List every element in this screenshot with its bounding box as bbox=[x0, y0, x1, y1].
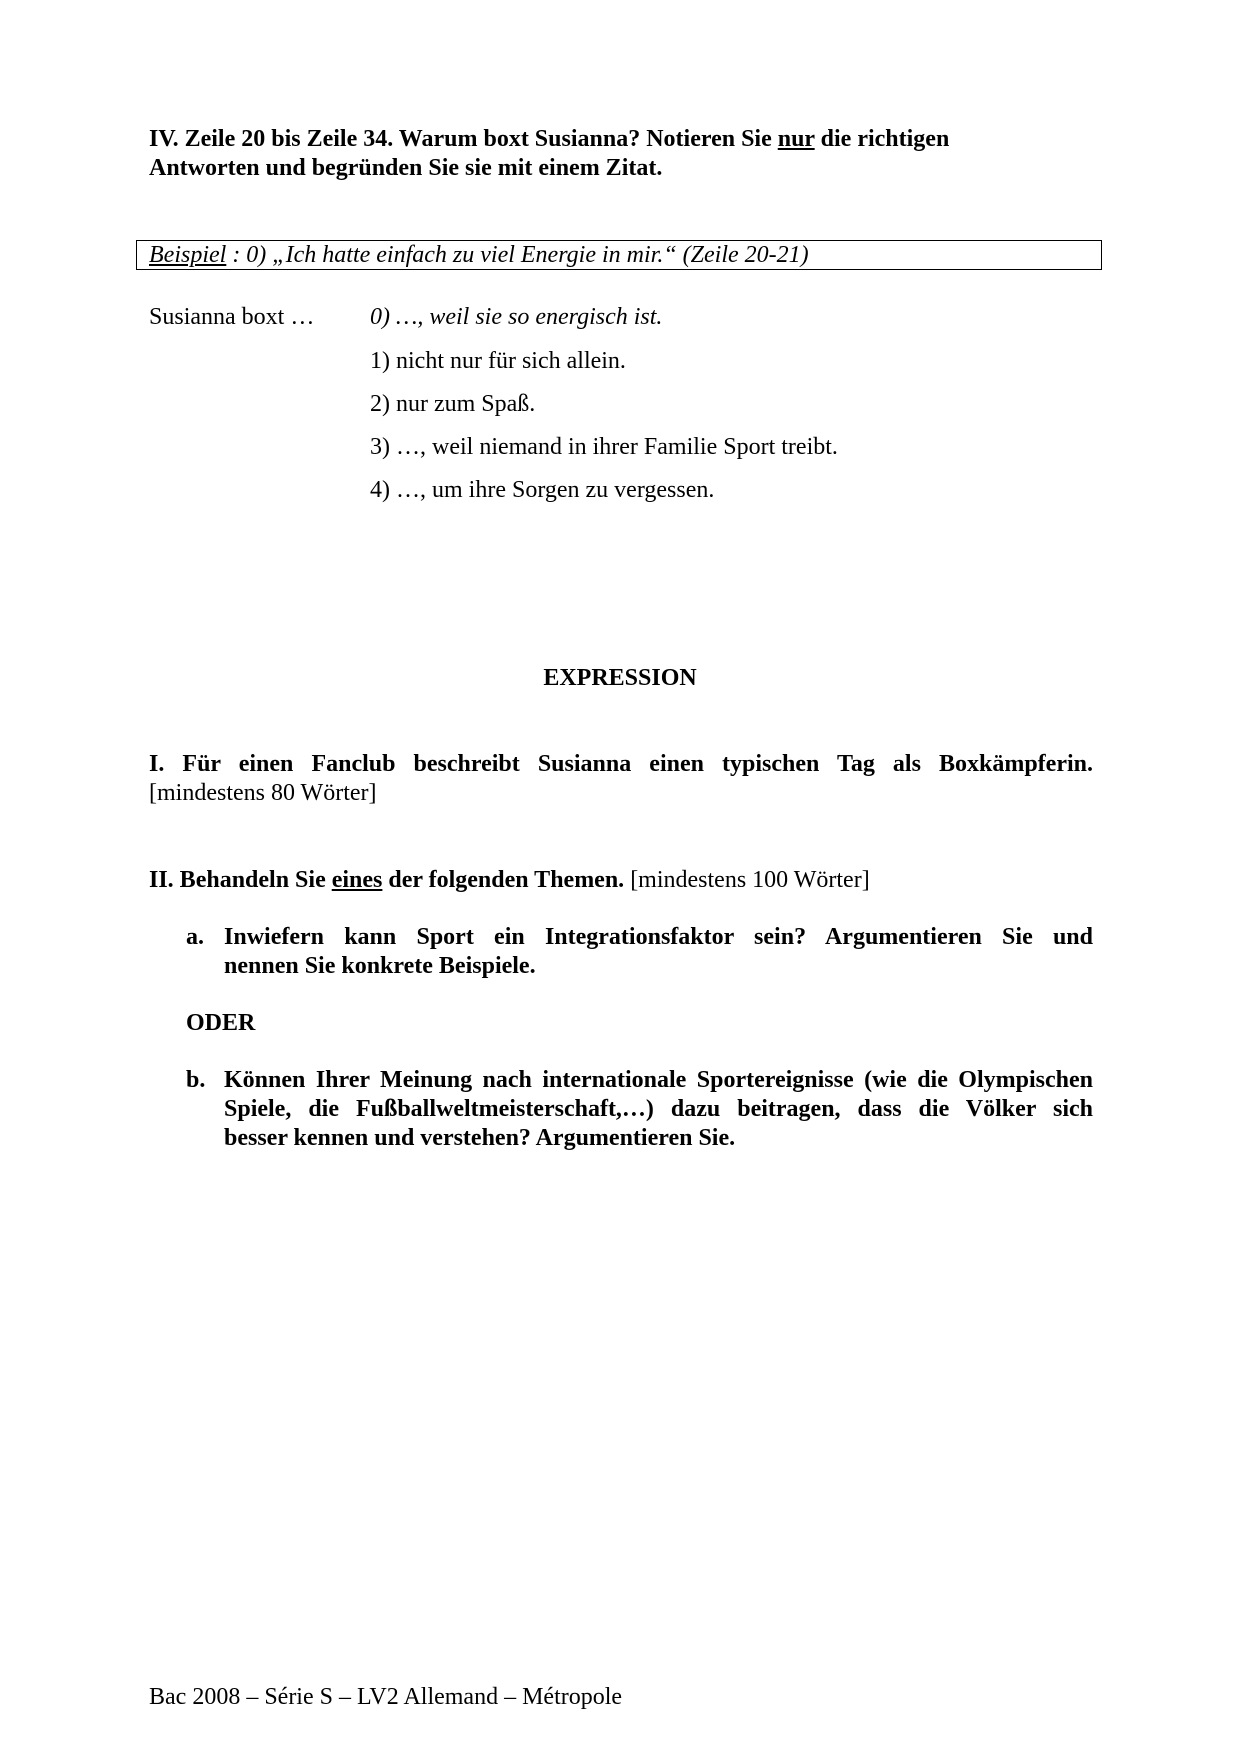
answer-stem: Susianna boxt … bbox=[149, 304, 315, 330]
topic-a-label: a. bbox=[186, 924, 204, 950]
task-2-emphasis: eines bbox=[331, 867, 383, 893]
answer-item-2: 2) nur zum Spaß. bbox=[370, 391, 536, 417]
topic-a-line-2: nennen Sie konkrete Beispiele. bbox=[224, 953, 536, 979]
answer-item-0: 0) …, weil sie so energisch ist. bbox=[370, 304, 663, 330]
question-iv-emphasis: nur bbox=[777, 126, 815, 152]
question-iv-text-b: die richtigen bbox=[814, 126, 950, 152]
page-footer: Bac 2008 – Série S – LV2 Allemand – Métropole bbox=[149, 1684, 623, 1710]
task-2-prompt-b: der folgenden Themen. bbox=[382, 867, 625, 893]
example-box bbox=[136, 240, 1102, 270]
topic-a-line-1: Inwiefern kann Sport ein Integrationsfaktor sein? Argumentieren Sie und bbox=[224, 924, 1093, 950]
question-iv-text-a: IV. Zeile 20 bis Zeile 34. Warum boxt Susianna? Notieren Sie bbox=[149, 126, 778, 152]
task-1-word-count: [mindestens 80 Wörter] bbox=[149, 780, 377, 806]
task-2-word-count: [mindestens 100 Wörter] bbox=[624, 867, 870, 893]
expression-heading: EXPRESSION bbox=[543, 665, 697, 691]
task-1-prompt: I. Für einen Fanclub beschreibt Susianna einen typischen Tag als Boxkämpferin. bbox=[149, 751, 1093, 777]
oder-separator: ODER bbox=[186, 1010, 256, 1036]
expression-task-1 bbox=[149, 750, 1093, 808]
question-iv bbox=[149, 125, 1109, 183]
topic-b-line-2: Spiele, die Fußballweltmeisterschaft,…) dazu beitragen, dass die Völker sich bbox=[224, 1096, 1093, 1122]
answer-item-3: 3) …, weil niemand in ihrer Familie Sport treibt. bbox=[370, 434, 838, 460]
example-text: : 0) „Ich hatte einfach zu viel Energie in mir.“ (Zeile 20-21) bbox=[226, 242, 809, 268]
topic-b-line-1: Können Ihrer Meinung nach internationale Sportereignisse (wie die Olympischen bbox=[224, 1067, 1093, 1093]
question-iv-line2: Antworten und begründen Sie sie mit einem Zitat. bbox=[149, 155, 663, 181]
topic-b-line-3: besser kennen und verstehen? Argumentieren Sie. bbox=[224, 1125, 736, 1151]
topic-a bbox=[186, 923, 1093, 981]
answer-item-1: 1) nicht nur für sich allein. bbox=[370, 348, 626, 374]
example-label: Beispiel bbox=[149, 242, 227, 268]
expression-task-2 bbox=[149, 866, 870, 895]
topic-b bbox=[186, 1066, 1093, 1153]
task-2-prompt-a: II. Behandeln Sie bbox=[149, 867, 332, 893]
answer-item-4: 4) …, um ihre Sorgen zu vergessen. bbox=[370, 477, 715, 503]
topic-b-label: b. bbox=[186, 1067, 206, 1093]
